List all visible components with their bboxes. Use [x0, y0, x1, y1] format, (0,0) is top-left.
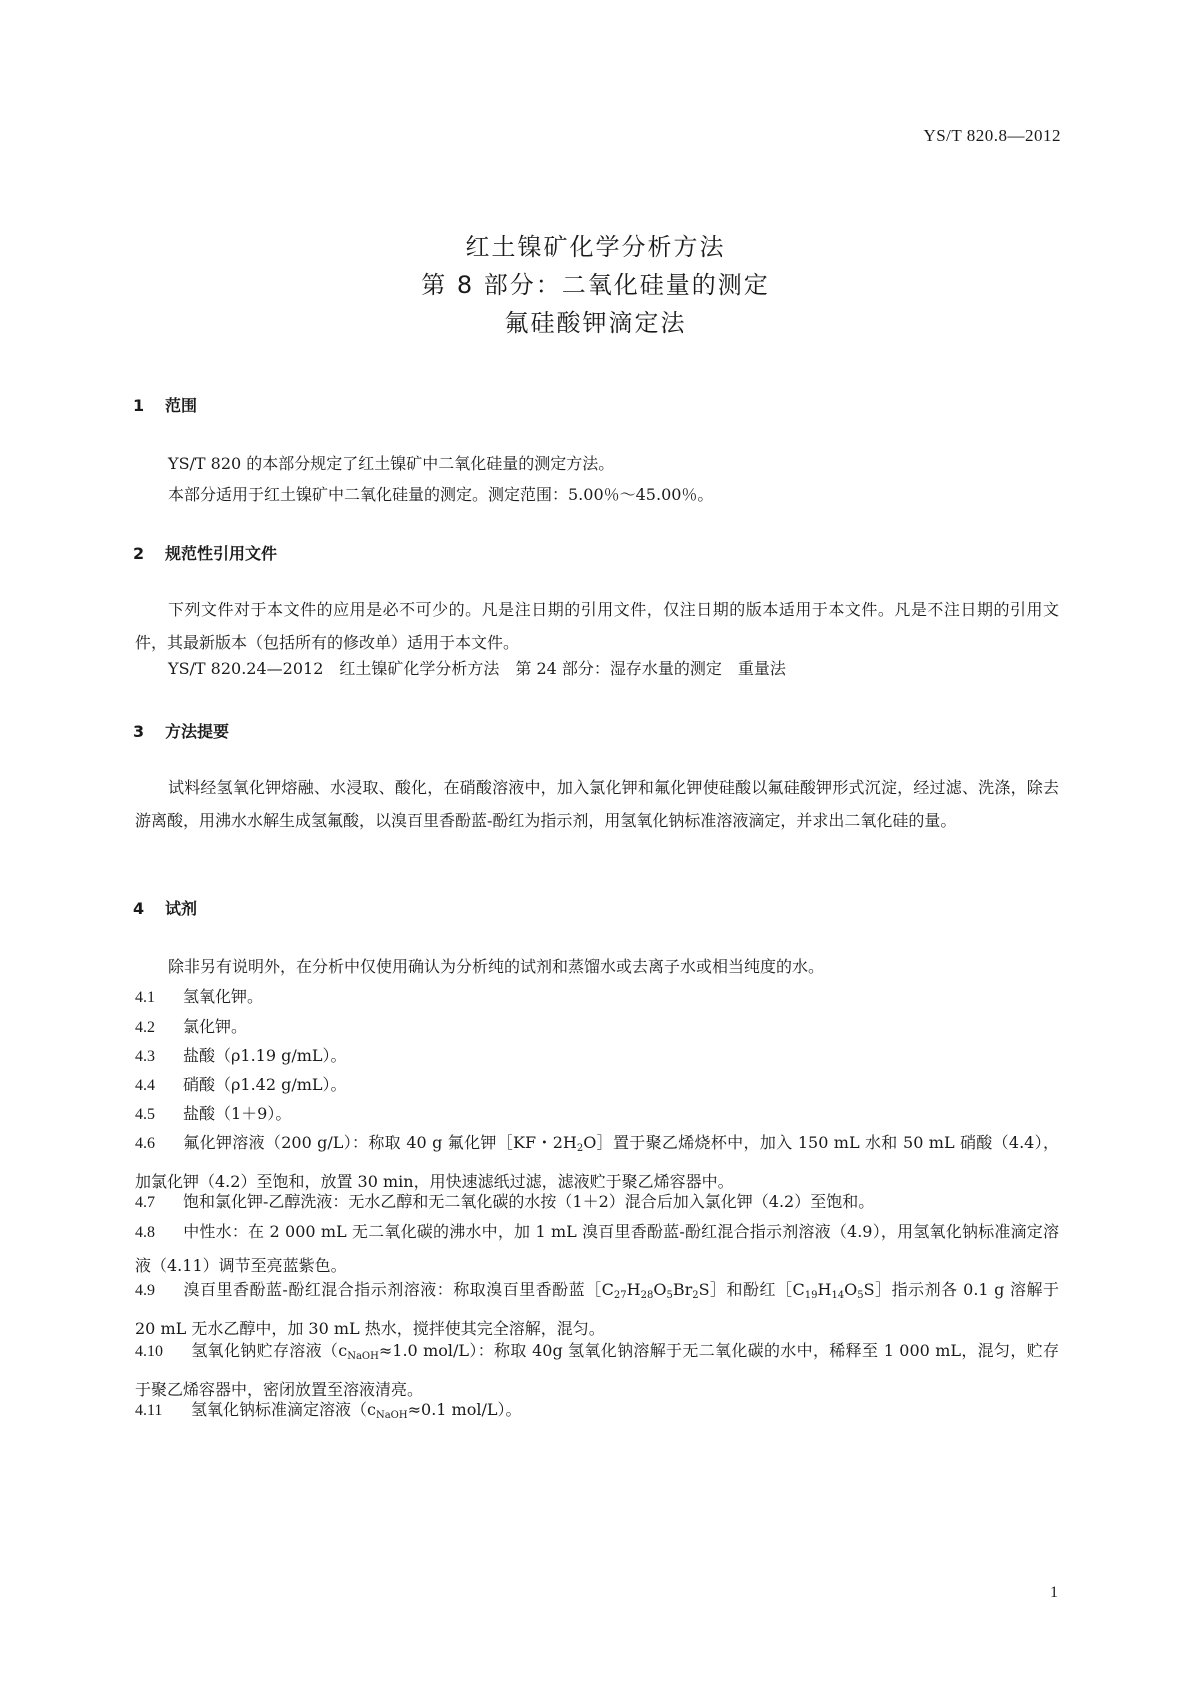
subscript: 2 — [692, 1290, 699, 1301]
item-number: 4.6 — [135, 1135, 155, 1152]
section-title: 方法提要 — [165, 722, 230, 741]
item-number: 4.5 — [135, 1106, 155, 1123]
section-2-heading — [133, 541, 277, 564]
section-number: 4 — [133, 899, 145, 918]
formula-part: Br — [672, 1280, 693, 1299]
item-text-a: 氢氧化钠贮存溶液（c — [191, 1341, 348, 1360]
item-text-b: ≈1.0 mol/L）：称取 40g 氢氧化钠溶解于无二氧化碳的水中，稀释至 1 000 mL，混匀，贮存于聚乙烯容器中，密闭放置至溶液清亮。 — [135, 1341, 1059, 1399]
section-2-paragraph-1: 下列文件对于本文件的应用是必不可少的。凡是注日期的引用文件，仅注日期的版本适用于本文件。凡是不注日期的引用文件，其最新版本（包括所有的修改单）适用于本文件。 — [135, 600, 1059, 652]
reagent-item — [135, 980, 1059, 1014]
subscript: 28 — [640, 1290, 654, 1301]
subscript: 5 — [666, 1290, 673, 1301]
item-number: 4.2 — [135, 1019, 155, 1036]
section-title: 规范性引用文件 — [165, 544, 278, 563]
item-number: 4.4 — [135, 1077, 155, 1094]
title-line-1: 红土镍矿化学分析方法 — [465, 233, 726, 261]
item-number: 4.9 — [135, 1282, 155, 1299]
reagent-item — [135, 1185, 1059, 1219]
item-text: 盐酸（ρ1.19 g/mL）。 — [183, 1046, 347, 1065]
item-text-b: O］置于聚乙烯烧杯中，加入 150 mL 水和 50 mL 硝酸（4.4），加氯化钾（4.2）至饱和，放置 30 min，用快速滤纸过滤，滤液贮于聚乙烯容器中。 — [135, 1133, 1059, 1191]
title-line-3: 氟硅酸钾滴定法 — [504, 309, 687, 337]
section-number: 1 — [133, 396, 145, 415]
item-text: 中性水：在 2 000 mL 无二氧化碳的沸水中，加 1 mL 溴百里香酚蓝-酚红混合指示剂溶液（4.9），用氢氧化钠标准滴定溶液（4.11）调节至亮蓝紫色。 — [135, 1222, 1059, 1275]
normative-reference: YS/T 820.24—2012 红土镍矿化学分析方法 第 24 部分：湿存水量的测定 重量法 — [168, 659, 786, 678]
section-1-paragraph-1: YS/T 820 的本部分规定了红土镍矿中二氧化硅量的测定方法。 — [168, 454, 615, 473]
standard-code: YS/T 820.8—2012 — [923, 126, 1061, 145]
item-text-a: 氟化钾溶液（200 g/L）：称取 40 g 氟化钾［KF・2H — [183, 1133, 577, 1152]
item-text: 硝酸（ρ1.42 g/mL）。 — [183, 1075, 347, 1094]
item-text-b: S］指示剂各 0.1 g 溶解于 20 mL 无水乙醇中，加 30 mL 热水，搅拌使其完全溶解，混匀。 — [135, 1280, 1059, 1338]
formula-part: S］和酚红［C — [698, 1280, 805, 1299]
formula-part: H — [626, 1280, 641, 1299]
item-number: 4.3 — [135, 1048, 155, 1065]
subscript: NaOH — [347, 1351, 379, 1362]
item-number: 4.10 — [135, 1343, 163, 1360]
subscript: NaOH — [375, 1410, 408, 1421]
item-number: 4.11 — [135, 1402, 163, 1419]
section-title: 试剂 — [165, 899, 198, 918]
document-title — [0, 228, 1191, 342]
subscript: 5 — [857, 1290, 864, 1301]
item-text: 氢氧化钾。 — [183, 987, 264, 1006]
section-4-intro: 除非另有说明外，在分析中仅使用确认为分析纯的试剂和蒸馏水或去离子水或相当纯度的水。 — [168, 957, 825, 976]
item-number: 4.8 — [135, 1224, 155, 1241]
subscript: 19 — [804, 1290, 818, 1301]
item-text-a: 氢氧化钠标准滴定溶液（c — [191, 1400, 376, 1419]
item-text-a: 溴百里香酚蓝-酚红混合指示剂溶液：称取溴百里香酚蓝［C — [183, 1280, 614, 1299]
section-number: 3 — [133, 722, 145, 741]
formula-part: O — [844, 1280, 858, 1299]
item-text: 氯化钾。 — [183, 1017, 248, 1036]
item-number: 4.1 — [135, 989, 155, 1006]
section-3-paragraph-1: 试料经氢氧化钾熔融、水浸取、酸化，在硝酸溶液中，加入氯化钾和氟化钾使硅酸以氟硅酸钾形式沉淀，经过滤、洗涤，除去游离酸，用沸水水解生成氢氟酸，以溴百里香酚蓝-酚红为指示剂，用氢氧化钠标准溶液滴定，并求出二氧化硅的量。 — [135, 778, 1059, 830]
item-text-b: ≈0.1 mol/L）。 — [407, 1400, 522, 1419]
reagent-item — [135, 1215, 1059, 1282]
item-text: 饱和氯化钾-乙醇洗液：无水乙醇和无二氧化碳的水按（1＋2）混合后加入氯化钾（4.2）至饱和。 — [183, 1192, 875, 1211]
item-text: 盐酸（1＋9）。 — [183, 1104, 292, 1123]
reagent-item — [135, 1393, 1059, 1432]
formula-part: H — [817, 1280, 832, 1299]
section-number: 2 — [133, 544, 145, 563]
section-4-heading — [133, 896, 197, 919]
formula-part: O — [653, 1280, 667, 1299]
subscript: 27 — [613, 1290, 627, 1301]
section-1-paragraph-2: 本部分适用于红土镍矿中二氧化硅量的测定。测定范围：5.00％～45.00％。 — [168, 485, 714, 504]
section-title: 范围 — [165, 396, 198, 415]
subscript: 2 — [576, 1143, 584, 1154]
section-1-heading — [133, 393, 197, 416]
page-number: 1 — [1050, 1584, 1058, 1601]
item-number: 4.7 — [135, 1194, 155, 1211]
title-line-2: 第 8 部分：二氧化硅量的测定 — [421, 271, 770, 299]
subscript: 14 — [831, 1290, 845, 1301]
section-3-heading — [133, 719, 229, 742]
